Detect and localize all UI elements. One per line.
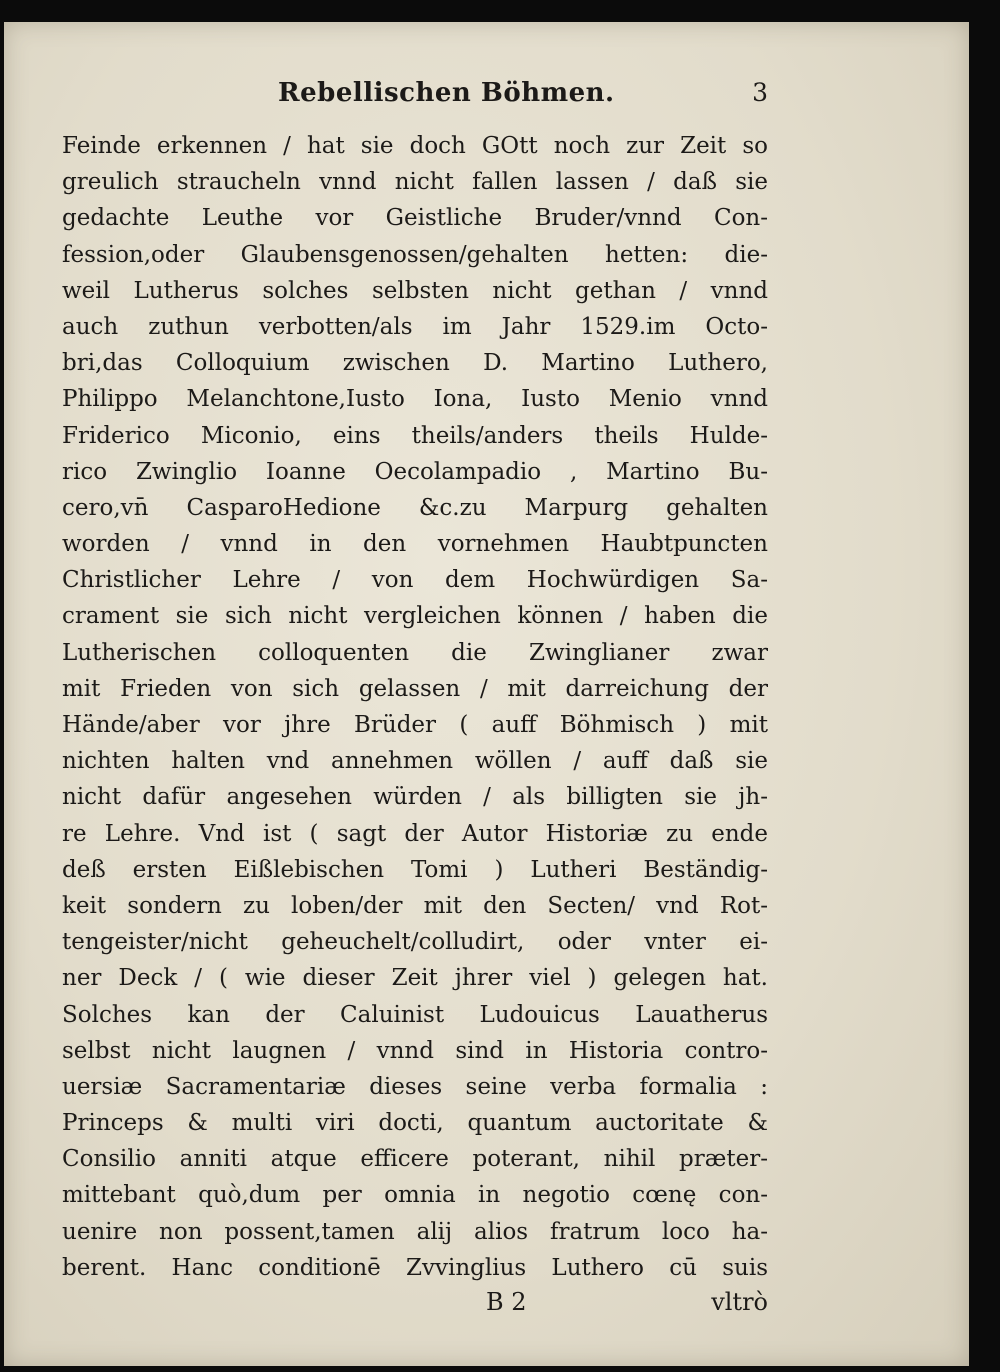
text-line: Consilio anniti atque efficere poterant, nihil præter- bbox=[62, 1146, 768, 1173]
text-line: re Lehre. Vnd ist ( sagt der Autor Historiæ zu ende bbox=[62, 820, 768, 847]
page-header bbox=[62, 78, 768, 128]
text-line: deß ersten Eißlebischen Tomi ) Lutheri Beständig- bbox=[62, 856, 768, 883]
text-line: uenire non possent,tamen alij alios fratrum loco ha- bbox=[62, 1218, 768, 1245]
text-line: ner Deck / ( wie dieser Zeit jhrer viel ) gelegen hat. bbox=[62, 965, 768, 992]
text-line: keit sondern zu loben/der mit den Secten/ vnd Rot- bbox=[62, 892, 768, 919]
catchword: vltrò bbox=[711, 1288, 768, 1316]
text-line: cero,vn̄ CasparoHedione &c.zu Marpurg gehalten bbox=[62, 494, 768, 521]
text-line: tengeister/nicht geheuchelt/colludirt, oder vnter ei- bbox=[62, 929, 768, 956]
text-line: greulich straucheln vnnd nicht fallen lassen / daß sie bbox=[62, 169, 768, 196]
text-line: selbst nicht laugnen / vnnd sind in Historia contro- bbox=[62, 1037, 768, 1064]
text-line: crament sie sich nicht vergleichen können / haben die bbox=[62, 603, 768, 630]
running-head: Rebellischen Böhmen. bbox=[278, 78, 615, 108]
text-line: mit Frieden von sich gelassen / mit darreichung der bbox=[62, 675, 768, 702]
text-line: Friderico Miconio, eins theils/anders theils Hulde- bbox=[62, 422, 768, 449]
text-line: berent. Hanc conditionē Zvvinglius Luthero cū suis bbox=[62, 1254, 768, 1281]
text-line: Feinde erkennen / hat sie doch GOtt noch zur Zeit so bbox=[62, 133, 768, 159]
text-line: rico Zwinglio Ioanne Oecolampadio , Martino Bu- bbox=[62, 458, 768, 485]
text-line: auch zuthun verbotten/als im Jahr 1529.im Octo- bbox=[62, 313, 768, 340]
book-page bbox=[4, 22, 969, 1366]
text-line: uersiæ Sacramentariæ dieses seine verba formalia : bbox=[62, 1073, 768, 1100]
page-footer bbox=[62, 1288, 768, 1328]
text-line: Lutherischen colloquenten die Zwinglianer zwar bbox=[62, 639, 768, 666]
signature-mark: B 2 bbox=[486, 1288, 527, 1316]
page-number: 3 bbox=[752, 78, 768, 107]
text-line: Solches kan der Caluinist Ludouicus Lauatherus bbox=[62, 1001, 768, 1028]
text-line: nicht dafür angesehen würden / als billigten sie jh- bbox=[62, 784, 768, 811]
text-line: worden / vnnd in den vornehmen Haubtpuncten bbox=[62, 531, 768, 558]
text-line: Christlicher Lehre / von dem Hochwürdigen Sa- bbox=[62, 567, 768, 594]
text-line: mittebant quò,dum per omnia in negotio cœnę con- bbox=[62, 1182, 768, 1209]
body-text bbox=[62, 128, 768, 1286]
text-line: Philippo Melanchtone,Iusto Iona, Iusto Menio vnnd bbox=[62, 386, 768, 413]
text-block bbox=[62, 78, 768, 1328]
text-line: Hände/aber vor jhre Brüder ( auff Böhmisch ) mit bbox=[62, 712, 768, 738]
text-line: fession,oder Glaubensgenossen/gehalten hetten: die- bbox=[62, 241, 768, 268]
text-line: gedachte Leuthe vor Geistliche Bruder/vnnd Con- bbox=[62, 205, 768, 232]
text-line: bri,das Colloquium zwischen D. Martino Luthero, bbox=[62, 350, 768, 377]
text-line: weil Lutherus solches selbsten nicht gethan / vnnd bbox=[62, 277, 768, 304]
text-line: Princeps & multi viri docti, quantum auctoritate & bbox=[62, 1110, 768, 1137]
text-line: nichten halten vnd annehmen wöllen / auff daß sie bbox=[62, 748, 768, 775]
